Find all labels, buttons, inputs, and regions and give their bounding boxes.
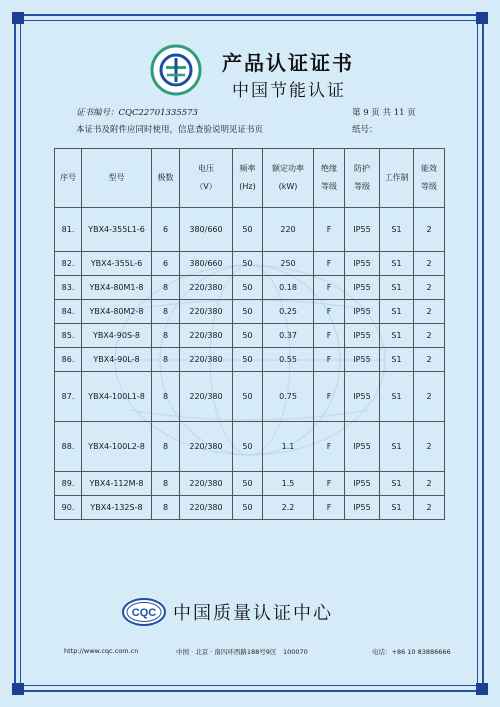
cell-eff: 2	[414, 276, 445, 300]
cell-model: YBX4-112M-8	[82, 472, 152, 496]
cell-poles: 8	[152, 324, 180, 348]
cell-eff: 2	[414, 348, 445, 372]
cell-eff: 2	[414, 300, 445, 324]
cell-model: YBX4-355L1-6	[82, 208, 152, 252]
cell-no: 89.	[55, 472, 82, 496]
cell-power: 0.75	[263, 372, 314, 422]
cell-no: 86.	[55, 348, 82, 372]
cell-model: YBX4-100L2-8	[82, 422, 152, 472]
cell-poles: 6	[152, 208, 180, 252]
column-header	[152, 149, 180, 208]
cell-freq: 50	[233, 300, 263, 324]
cell-voltage: 220/380	[180, 496, 233, 520]
table-header-row	[55, 149, 445, 208]
cell-freq: 50	[233, 208, 263, 252]
column-header	[314, 149, 345, 208]
table-row	[55, 496, 445, 520]
cell-voltage: 220/380	[180, 324, 233, 348]
cell-no: 88.	[55, 422, 82, 472]
cell-no: 83.	[55, 276, 82, 300]
cell-poles: 8	[152, 372, 180, 422]
cell-duty: S1	[380, 276, 414, 300]
cell-power: 0.37	[263, 324, 314, 348]
column-header-text: 等级	[321, 182, 337, 191]
usage-note: 本证书及附件应同时使用，信息查验说明见证书页	[76, 125, 264, 135]
cell-protection: IP55	[345, 372, 380, 422]
cell-power: 2.2	[263, 496, 314, 520]
cell-freq: 50	[233, 276, 263, 300]
cell-poles: 8	[152, 300, 180, 324]
cell-protection: IP55	[345, 324, 380, 348]
cell-duty: S1	[380, 252, 414, 276]
column-header	[263, 149, 314, 208]
cell-insulation: F	[314, 496, 345, 520]
cell-model: YBX4-100L1-8	[82, 372, 152, 422]
column-header-text: 额定功率	[272, 164, 304, 174]
cell-protection: IP55	[345, 422, 380, 472]
organization-name: 中国质量认证中心	[173, 603, 333, 624]
column-header-text: (kW)	[278, 182, 298, 191]
cell-duty: S1	[380, 300, 414, 324]
column-header	[233, 149, 263, 208]
cell-poles: 6	[152, 252, 180, 276]
cell-freq: 50	[233, 422, 263, 472]
paper-number: 纸号：	[352, 125, 378, 135]
column-header-text: 工作制	[384, 173, 409, 183]
cell-model: YBX4-90L-8	[82, 348, 152, 372]
cell-voltage: 220/380	[180, 276, 233, 300]
cell-duty: S1	[380, 208, 414, 252]
cell-protection: IP55	[345, 472, 380, 496]
cell-no: 87.	[55, 372, 82, 422]
cell-poles: 8	[152, 472, 180, 496]
cell-power: 0.25	[263, 300, 314, 324]
cell-eff: 2	[414, 324, 445, 348]
table-row	[55, 276, 445, 300]
document-subtitle: 中国节能认证	[232, 81, 346, 101]
column-header-text: 能效	[421, 164, 437, 174]
column-header	[82, 149, 152, 208]
cell-insulation: F	[314, 252, 345, 276]
cell-model: YBX4-355L-6	[82, 252, 152, 276]
column-header-text: （V）	[195, 182, 217, 191]
cell-model: YBX4-90S-8	[82, 324, 152, 348]
cell-freq: 50	[233, 324, 263, 348]
table-row	[55, 324, 445, 348]
cell-duty: S1	[380, 422, 414, 472]
footer-phone: 电话：+86 10 83886666	[372, 648, 451, 656]
cell-protection: IP55	[345, 496, 380, 520]
corner-ornament	[476, 12, 488, 24]
cell-power: 0.18	[263, 276, 314, 300]
corner-ornament	[12, 683, 24, 695]
column-header-text: 极数	[157, 173, 174, 183]
cell-duty: S1	[380, 496, 414, 520]
certificate-number: 证书编号：CQC22701335573	[76, 108, 198, 118]
cell-voltage: 380/660	[180, 208, 233, 252]
cell-poles: 8	[152, 496, 180, 520]
cell-no: 84.	[55, 300, 82, 324]
column-header-text: 型号	[108, 173, 125, 183]
column-header-text: (Hz)	[239, 182, 256, 191]
cell-power: 250	[263, 252, 314, 276]
footer-address: 中国 · 北京 · 南四环西路188号9区 100070	[176, 648, 308, 656]
cell-eff: 2	[414, 208, 445, 252]
column-header	[380, 149, 414, 208]
cell-insulation: F	[314, 372, 345, 422]
cell-eff: 2	[414, 496, 445, 520]
cell-poles: 8	[152, 422, 180, 472]
cell-eff: 2	[414, 422, 445, 472]
cell-protection: IP55	[345, 348, 380, 372]
cell-model: YBX4-132S-8	[82, 496, 152, 520]
column-header	[414, 149, 445, 208]
column-header	[345, 149, 380, 208]
cell-protection: IP55	[345, 252, 380, 276]
document-title: 产品认证证书	[222, 51, 354, 75]
cell-duty: S1	[380, 372, 414, 422]
cell-poles: 8	[152, 276, 180, 300]
cell-eff: 2	[414, 372, 445, 422]
cell-model: YBX4-80M2-8	[82, 300, 152, 324]
cell-insulation: F	[314, 300, 345, 324]
cell-no: 85.	[55, 324, 82, 348]
column-header-text: 电压	[198, 164, 214, 174]
cell-protection: IP55	[345, 300, 380, 324]
table-row	[55, 252, 445, 276]
cell-insulation: F	[314, 208, 345, 252]
svg-text:CQC: CQC	[131, 607, 157, 619]
cell-eff: 2	[414, 472, 445, 496]
cell-freq: 50	[233, 252, 263, 276]
cell-voltage: 380/660	[180, 252, 233, 276]
cell-voltage: 220/380	[180, 372, 233, 422]
cell-power: 0.55	[263, 348, 314, 372]
column-header-text: 序号	[60, 173, 76, 183]
column-header-text: 等级	[421, 182, 437, 191]
cell-insulation: F	[314, 348, 345, 372]
cell-eff: 2	[414, 252, 445, 276]
cell-freq: 50	[233, 372, 263, 422]
cell-model: YBX4-80M1-8	[82, 276, 152, 300]
cell-duty: S1	[380, 348, 414, 372]
cqc-logo	[122, 597, 166, 627]
column-header	[180, 149, 233, 208]
column-header	[55, 149, 82, 208]
cell-no: 90.	[55, 496, 82, 520]
cell-power: 220	[263, 208, 314, 252]
table-row	[55, 422, 445, 472]
cell-no: 82.	[55, 252, 82, 276]
cell-freq: 50	[233, 472, 263, 496]
cell-voltage: 220/380	[180, 348, 233, 372]
cell-protection: IP55	[345, 208, 380, 252]
column-header-text: 频率	[239, 164, 256, 174]
cell-freq: 50	[233, 348, 263, 372]
column-header-text: 防护	[354, 164, 370, 174]
cell-insulation: F	[314, 472, 345, 496]
column-header-text: 等级	[354, 182, 370, 191]
page-info: 第 9 页 共 11 页	[352, 108, 416, 118]
table-row	[55, 372, 445, 422]
cell-insulation: F	[314, 422, 345, 472]
energy-cert-logo	[150, 44, 202, 96]
cell-freq: 50	[233, 496, 263, 520]
cell-protection: IP55	[345, 276, 380, 300]
cell-voltage: 220/380	[180, 472, 233, 496]
cell-voltage: 220/380	[180, 300, 233, 324]
product-table	[54, 148, 445, 520]
cell-poles: 8	[152, 348, 180, 372]
cell-duty: S1	[380, 472, 414, 496]
table-row	[55, 472, 445, 496]
cell-power: 1.1	[263, 422, 314, 472]
table-row	[55, 348, 445, 372]
cell-insulation: F	[314, 324, 345, 348]
cell-power: 1.5	[263, 472, 314, 496]
cell-insulation: F	[314, 276, 345, 300]
table-row	[55, 208, 445, 252]
corner-ornament	[476, 683, 488, 695]
table-row	[55, 300, 445, 324]
column-header-text: 绝缘	[321, 164, 337, 174]
footer-website[interactable]: http://www.cqc.com.cn	[64, 647, 139, 655]
corner-ornament	[12, 12, 24, 24]
cell-duty: S1	[380, 324, 414, 348]
cell-no: 81.	[55, 208, 82, 252]
cell-voltage: 220/380	[180, 422, 233, 472]
